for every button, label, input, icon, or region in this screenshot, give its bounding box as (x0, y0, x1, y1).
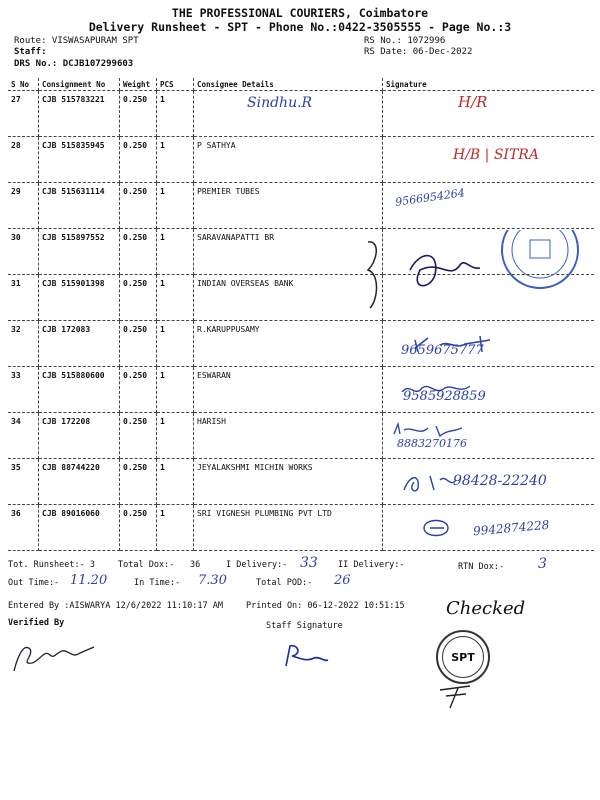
total-pod-value: 26 (334, 573, 351, 588)
signature-scribble-32 (410, 330, 530, 360)
consignment-cell: CJB 515897552 (39, 229, 120, 275)
table-row (8, 137, 594, 183)
rtn-dox-label: RTN Dox:- (458, 562, 505, 572)
col-consignee: Consignee Details (194, 78, 383, 91)
drs-number: DRS No.: DCJB107299603 (14, 59, 134, 69)
consignee-cell (194, 91, 383, 137)
consignment-cell: CJB 172083 (39, 321, 120, 367)
signature-scribble-36 (418, 516, 458, 540)
stamp-scribble (436, 682, 476, 710)
rs-date: RS Date: 06-Dec-2022 (364, 47, 473, 57)
consignment-cell: CJB 515901398 (39, 275, 120, 321)
handwritten-signature: H/B | SITRA (453, 147, 539, 163)
weight-cell: 0.250 (120, 275, 157, 321)
consignment-cell: CJB 515880600 (39, 367, 120, 413)
pcs-cell: 1 (157, 367, 194, 413)
handwritten-signature: 9659675777 (401, 343, 484, 358)
table-row (8, 367, 594, 413)
sno-cell: 35 (8, 459, 39, 505)
sno-cell: 29 (8, 183, 39, 229)
signature-cell (383, 505, 595, 551)
consignee-cell: HARISH (194, 413, 383, 459)
weight-cell: 0.250 (120, 459, 157, 505)
document-title: THE PROFESSIONAL COURIERS, Coimbatore (171, 6, 429, 20)
entered-by: Entered By :AISWARYA 12/6/2022 11:10:17 AM (8, 601, 223, 611)
out-time-value: 11.20 (70, 573, 108, 588)
staff-label: Staff: (14, 47, 47, 57)
staff-signature-label: Staff Signature (266, 621, 343, 631)
in-time-label: In Time:- (134, 578, 181, 588)
sno-cell: 33 (8, 367, 39, 413)
consignee-cell: SARAVANAPATTI BR (194, 229, 383, 275)
table-row (8, 413, 594, 459)
consignment-cell: CJB 515631114 (39, 183, 120, 229)
table-row (8, 91, 594, 137)
handwritten-signature: 9585928859 (403, 389, 486, 404)
consignment-cell: CJB 515835945 (39, 137, 120, 183)
table-row (8, 459, 594, 505)
consignment-cell: CJB 172208 (39, 413, 120, 459)
i-delivery-value: 33 (300, 555, 318, 571)
col-sno: S No (8, 78, 39, 91)
bank-stamp (502, 230, 578, 288)
handwritten-signature: 9942874228 (472, 517, 550, 539)
signature-scribble-34 (392, 420, 472, 440)
consignment-cell: CJB 515783221 (39, 91, 120, 137)
col-pcs: PCS (157, 78, 194, 91)
pcs-cell: 1 (157, 505, 194, 551)
sno-cell: 28 (8, 137, 39, 183)
route-label: Route: VISWASAPURAM SPT (14, 36, 139, 46)
handwritten-signature: 8883270176 (397, 437, 467, 450)
weight-cell: 0.250 (120, 137, 157, 183)
weight-cell: 0.250 (120, 413, 157, 459)
weight-cell: 0.250 (120, 505, 157, 551)
col-weight: Weight (120, 78, 157, 91)
consignee-cell: R.KARUPPUSAMY (194, 321, 383, 367)
signature-scribbles (350, 230, 590, 330)
pcs-cell: 1 (157, 183, 194, 229)
weight-cell: 0.250 (120, 229, 157, 275)
sno-cell: 30 (8, 229, 39, 275)
signature-scribble-35 (400, 470, 460, 495)
signature-cell (383, 183, 595, 229)
pcs-cell: 1 (157, 459, 194, 505)
staff-signature (280, 640, 330, 670)
handwritten-name: Sindhu.R (247, 95, 313, 111)
total-pod-label: Total POD:- (256, 578, 313, 588)
consignment-cell: CJB 89016060 (39, 505, 120, 551)
table-row (8, 183, 594, 229)
consignee-cell: JEYALAKSHMI MICHIN WORKS (194, 459, 383, 505)
tot-runsheet: Tot. Runsheet:- 3 (8, 560, 95, 570)
pcs-cell: 1 (157, 137, 194, 183)
weight-cell: 0.250 (120, 183, 157, 229)
weight-cell: 0.250 (120, 367, 157, 413)
sno-cell: 27 (8, 91, 39, 137)
i-delivery-label: I Delivery:- (226, 560, 288, 570)
pcs-cell: 1 (157, 321, 194, 367)
col-consignment: Consignment No (39, 78, 120, 91)
consignee-cell: INDIAN OVERSEAS BANK (194, 275, 383, 321)
table-row (8, 505, 594, 551)
consignee-cell: ESWARAN (194, 367, 383, 413)
consignee-cell: P SATHYA (194, 137, 383, 183)
pcs-cell: 1 (157, 413, 194, 459)
handwritten-signature: 9566954264 (394, 186, 466, 209)
total-dox-value: 36 (190, 560, 201, 570)
ii-delivery-label: II Delivery:- (338, 560, 405, 570)
weight-cell: 0.250 (120, 91, 157, 137)
sno-cell: 34 (8, 413, 39, 459)
handwritten-signature-scribble (410, 256, 480, 286)
signature-scribble-33 (400, 380, 480, 400)
sno-cell: 36 (8, 505, 39, 551)
consignee-cell: SRI VIGNESH PLUMBING PVT LTD (194, 505, 383, 551)
handwritten-signature: H/R (458, 93, 488, 111)
col-signature: Signature (383, 78, 595, 91)
table-header-row (8, 78, 594, 91)
verified-by-label: Verified By (8, 618, 65, 628)
weight-cell: 0.250 (120, 321, 157, 367)
sno-cell: 31 (8, 275, 39, 321)
pcs-cell: 1 (157, 275, 194, 321)
consignment-cell: CJB 88744220 (39, 459, 120, 505)
document-subtitle: Delivery Runsheet - SPT - Phone No.:0422-3505555 - Page No.:3 (88, 20, 512, 34)
checked-signature: Checked (446, 598, 526, 619)
total-dox-label: Total Dox:- (118, 560, 175, 570)
consignee-cell: PREMIER TUBES (194, 183, 383, 229)
sno-cell: 32 (8, 321, 39, 367)
rtn-dox-value: 3 (538, 556, 547, 572)
spt-stamp (436, 630, 490, 684)
signature-cell (383, 137, 595, 183)
rs-number: RS No.: 1072996 (364, 36, 446, 46)
bracket-scribble (368, 242, 377, 308)
out-time-label: Out Time:- (8, 578, 60, 588)
verified-by-signature (10, 635, 100, 675)
handwritten-signature: 98428-22240 (453, 473, 547, 489)
printed-on: Printed On: 06-12-2022 10:51:15 (246, 601, 405, 611)
pcs-cell: 1 (157, 229, 194, 275)
pcs-cell: 1 (157, 91, 194, 137)
in-time-value: 7.30 (198, 573, 227, 588)
signature-cell (383, 91, 595, 137)
spt-stamp-text: SPT (442, 636, 484, 678)
